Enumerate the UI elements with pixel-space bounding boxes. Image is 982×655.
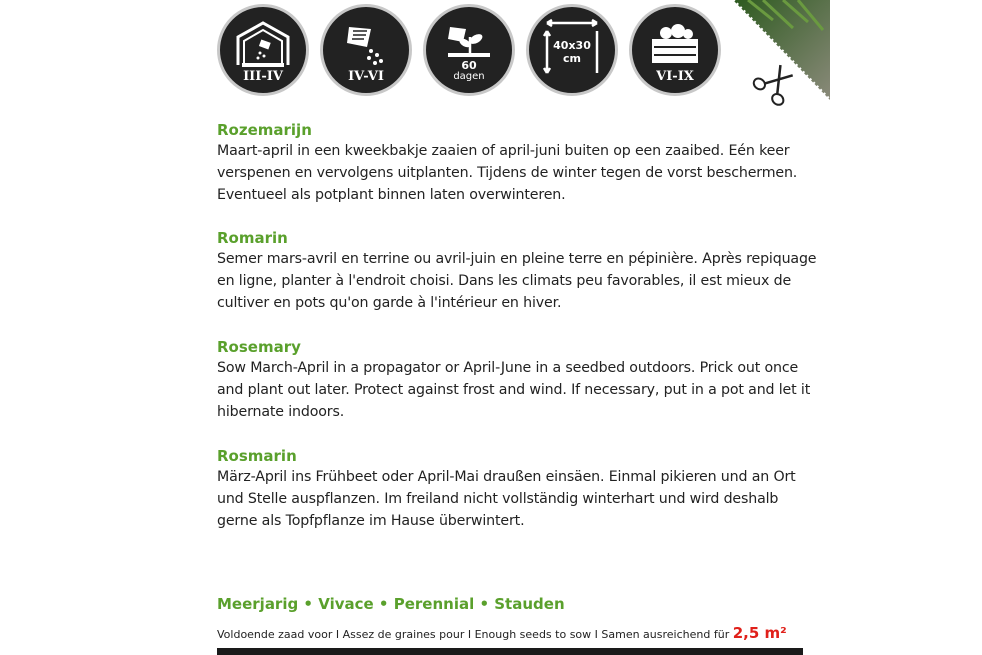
harvest-period-label: VI-IX	[656, 69, 694, 84]
greenhouse-sowing-icon	[217, 4, 309, 96]
sowing-period-label: III-IV	[243, 69, 283, 84]
cut-corner-scissors-icon	[713, 0, 830, 110]
section-title: Romarin	[217, 229, 288, 247]
section-title: Rosmarin	[217, 447, 297, 465]
germination-unit: dagen	[453, 71, 485, 82]
spacing-icon	[526, 4, 618, 96]
section-title: Rosemary	[217, 338, 301, 356]
section-dutch	[217, 120, 817, 206]
section-title: Rozemarijn	[217, 121, 312, 139]
icon-row	[213, 0, 830, 110]
germination-days: 60	[461, 59, 477, 72]
section-french	[217, 228, 817, 314]
spacing-value: 40x30	[553, 39, 591, 52]
seed-packet-back	[213, 0, 830, 655]
sowing-period-label: IV-VI	[348, 69, 384, 84]
harvest-crate-icon	[629, 4, 721, 96]
seed-quantity-amount: 2,5 m²	[732, 624, 787, 642]
seed-quantity-text: Voldoende zaad voor I Assez de graines pour I Enough seeds to sow I Samen ausreichend für	[217, 628, 730, 641]
section-text: März-April ins Frühbeet oder April-Mai draußen einsäen. Einmal pikieren und an Ort und Stelle auspflanzen. Im freiland nicht vollständig winterhart und wird deshalb gerne als Topfpflanze im Hause überwintert.	[217, 469, 796, 529]
section-text: Maart-april in een kweekbakje zaaien of april-juni buiten op een zaaibed. Eén keer verspenen en vervolgens uitplanten. Tijdens de winter tegen de vorst beschermen. Eventueel als potplant binnen laten overwinteren.	[217, 143, 798, 203]
spacing-unit: cm	[563, 52, 581, 65]
seed-quantity-line	[217, 624, 787, 642]
section-german	[217, 446, 817, 532]
outdoor-sowing-icon	[320, 4, 412, 96]
section-text: Sow March-April in a propagator or April-June in a seedbed outdoors. Prick out once and plant out later. Protect against frost and wind. If necessary, put in a pot and let it hibernate indoors.	[217, 360, 811, 420]
section-text: Semer mars-avril en terrine ou avril-juin en pleine terre en pépinière. Après repiquage en ligne, planter à l'endroit choisi. Dans les climats peu favorables, il est mieux de cultiver en pots qu'on garde à l'intérieur en hiver.	[217, 251, 817, 311]
perennial-title: Meerjarig • Vivace • Perennial • Stauden	[217, 595, 565, 613]
germination-icon	[423, 4, 515, 96]
section-english	[217, 337, 817, 423]
bottom-bar	[217, 648, 803, 655]
